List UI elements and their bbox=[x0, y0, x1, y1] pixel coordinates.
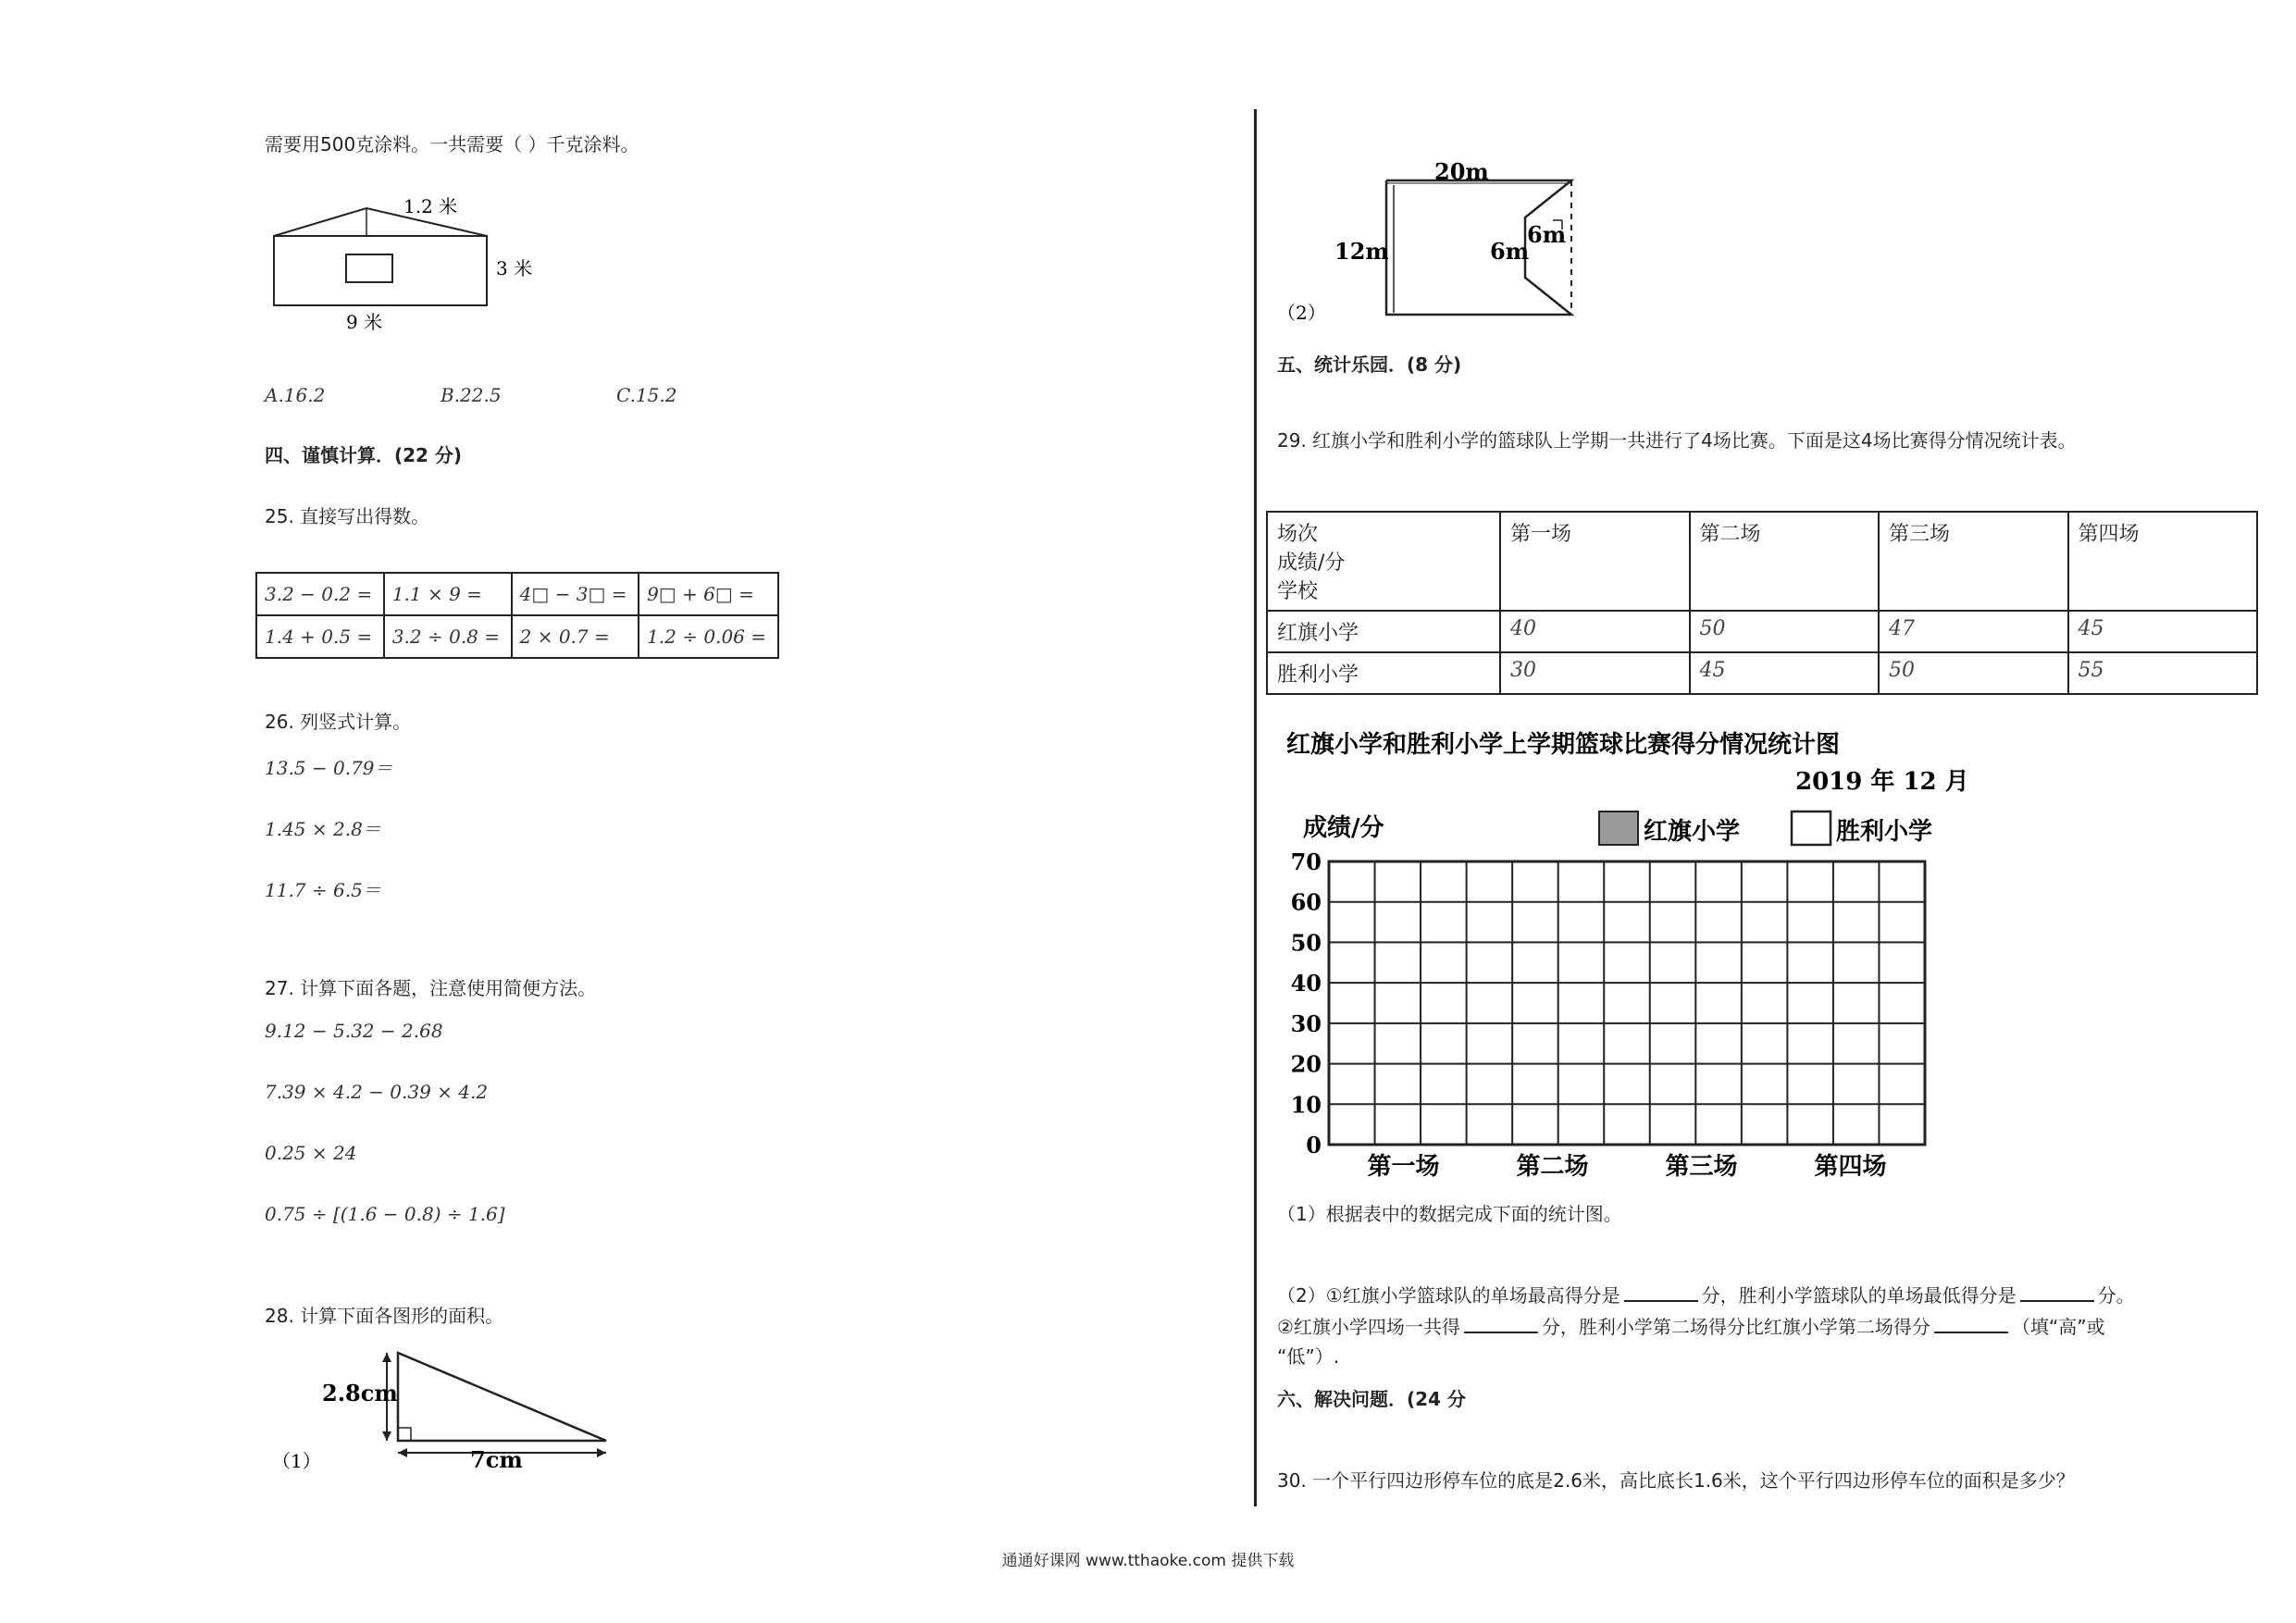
legend-label-shengli: 胜利小学 bbox=[1836, 818, 1933, 846]
table-cell: 50 bbox=[1690, 611, 1880, 652]
table-row bbox=[1267, 611, 2257, 652]
table-header-cell: 第四场 bbox=[2068, 512, 2258, 611]
figure-2-label: （2） bbox=[1277, 302, 1326, 324]
chart-title: 红旗小学和胜利小学上学期篮球比赛得分情况统计图 bbox=[1286, 731, 1841, 759]
page-footer: 通通好课网 www.tthaoke.com 提供下载 bbox=[1001, 1552, 1295, 1570]
table-cell: 4□ − 3□ = bbox=[512, 573, 639, 615]
q29-part2-line3: “低”）. bbox=[1277, 1345, 1340, 1368]
chart-subtitle: 2019 年 12 月 bbox=[1795, 768, 1969, 796]
table-cell: 50 bbox=[1879, 652, 2068, 694]
table-cell: 55 bbox=[2068, 652, 2258, 694]
x-category-label: 第二场 bbox=[1516, 1153, 1589, 1180]
table-cell: 40 bbox=[1500, 611, 1690, 652]
choice-c: C.15.2 bbox=[616, 384, 677, 406]
table-header-cell: 第二场 bbox=[1690, 512, 1880, 611]
table-cell: 胜利小学 bbox=[1267, 652, 1500, 694]
table-row bbox=[1267, 512, 2257, 611]
triangle-height-label: 2.8cm bbox=[322, 1380, 398, 1406]
q29-part2-line2: ②红旗小学四场一共得 分，胜利小学第二场得分比红旗小学第二场得分 （填“高”或 bbox=[1277, 1316, 2105, 1338]
table-row bbox=[256, 615, 778, 658]
q27-item: 0.75 ÷ [(1.6 − 0.8) ÷ 1.6] bbox=[265, 1203, 505, 1225]
trapezoid-top-label: 20m bbox=[1434, 158, 1489, 185]
q30-prompt: 30. 一个平行四边形停车位的底是2.6米，高比底长1.6米，这个平行四边形停车位的面积是多少？ bbox=[1277, 1469, 2075, 1492]
section-5-heading: 五、统计乐园．(8 分) bbox=[1277, 353, 1462, 376]
trapezoid-mid-label-1: 6m bbox=[1490, 238, 1530, 265]
table-cell: 3.2 − 0.2 = bbox=[256, 573, 384, 615]
y-tick-label: 0 bbox=[1306, 1132, 1322, 1158]
table-cell: 1.1 × 9 = bbox=[384, 573, 512, 615]
section-4-heading: 四、谨慎计算．(22 分) bbox=[265, 444, 463, 466]
legend-swatch-shengli bbox=[1792, 812, 1831, 845]
q26-item: 1.45 × 2.8＝ bbox=[265, 818, 381, 840]
table-cell: 9□ + 6□ = bbox=[639, 573, 778, 615]
q26-item: 11.7 ÷ 6.5＝ bbox=[265, 879, 381, 901]
column-divider bbox=[1254, 109, 1257, 1506]
table-header-cell: 第三场 bbox=[1879, 512, 2068, 611]
x-category-label: 第一场 bbox=[1367, 1153, 1440, 1180]
choice-a: A.16.2 bbox=[265, 384, 326, 406]
table-header-cell: 第一场 bbox=[1500, 512, 1690, 611]
blank-answer[interactable] bbox=[2020, 1283, 2094, 1302]
y-tick-label: 20 bbox=[1290, 1050, 1322, 1078]
table-cell: 45 bbox=[1690, 652, 1880, 694]
trapezoid-figure bbox=[1275, 157, 1608, 333]
y-tick-label: 40 bbox=[1290, 970, 1322, 997]
table-cell: 45 bbox=[2068, 611, 2258, 652]
section-6-heading: 六、解决问题．(24 分 bbox=[1277, 1388, 1466, 1410]
q28-prompt: 28. 计算下面各图形的面积。 bbox=[265, 1305, 504, 1327]
table-cell: 3.2 ÷ 0.8 = bbox=[384, 615, 512, 658]
chart-ylabel: 成绩/分 bbox=[1303, 814, 1384, 842]
house-base-label: 9 米 bbox=[346, 311, 383, 333]
table-cell: 1.2 ÷ 0.06 = bbox=[639, 615, 778, 658]
y-tick-label: 10 bbox=[1290, 1091, 1322, 1119]
y-tick-label: 30 bbox=[1290, 1010, 1322, 1037]
q26-prompt: 26. 列竖式计算。 bbox=[265, 711, 412, 733]
table-cell: 47 bbox=[1879, 611, 2068, 652]
y-tick-label: 50 bbox=[1290, 929, 1322, 957]
triangle-figure bbox=[268, 1344, 620, 1473]
house-figure bbox=[265, 190, 533, 338]
table-row bbox=[1267, 652, 2257, 694]
table-cell: 红旗小学 bbox=[1267, 611, 1500, 652]
q25-table bbox=[255, 572, 779, 659]
trapezoid-mid-label-2: 6m bbox=[1527, 221, 1567, 248]
table-row bbox=[256, 573, 778, 615]
score-table bbox=[1266, 511, 2258, 695]
triangle-base-label: 7cm bbox=[470, 1446, 523, 1473]
table-corner-cell: 场次 成绩/分 学校 bbox=[1267, 512, 1500, 611]
q27-prompt: 27. 计算下面各题，注意使用简便方法。 bbox=[265, 977, 597, 999]
q24-tail: 需要用500克涂料。一共需要（ ）千克涂料。 bbox=[265, 133, 639, 155]
choice-b: B.22.5 bbox=[441, 384, 502, 406]
y-tick-label: 60 bbox=[1290, 888, 1322, 916]
house-roof-label: 1.2 米 bbox=[403, 195, 458, 217]
q29-part2-line1: （2）①红旗小学篮球队的单场最高得分是 分，胜利小学篮球队的单场最低得分是 分。 bbox=[1277, 1284, 2135, 1307]
q26-item: 13.5 − 0.79＝ bbox=[265, 757, 393, 779]
figure-1-label: （1） bbox=[272, 1450, 321, 1472]
table-cell: 30 bbox=[1500, 652, 1690, 694]
trapezoid-left-label: 12m bbox=[1334, 238, 1389, 265]
q29-prompt: 29. 红旗小学和胜利小学的篮球队上学期一共进行了4场比赛。下面是这4场比赛得分情况统计表。 bbox=[1277, 429, 2077, 452]
table-cell: 1.4 + 0.5 = bbox=[256, 615, 384, 658]
q27-item: 7.39 × 4.2 − 0.39 × 4.2 bbox=[265, 1081, 489, 1103]
table-cell: 2 × 0.7 = bbox=[512, 615, 639, 658]
q27-item: 0.25 × 24 bbox=[265, 1142, 357, 1164]
score-chart bbox=[1277, 726, 1980, 1180]
house-height-label: 3 米 bbox=[496, 257, 533, 279]
blank-answer[interactable] bbox=[1624, 1283, 1698, 1302]
blank-answer[interactable] bbox=[1464, 1315, 1538, 1333]
blank-answer[interactable] bbox=[1934, 1315, 2008, 1333]
legend-swatch-hongqi bbox=[1599, 812, 1638, 845]
chart-frame bbox=[1329, 861, 1925, 1145]
x-category-label: 第三场 bbox=[1665, 1153, 1738, 1180]
q27-item: 9.12 − 5.32 − 2.68 bbox=[265, 1020, 443, 1042]
q29-part1: （1）根据表中的数据完成下面的统计图。 bbox=[1277, 1203, 1622, 1225]
x-category-label: 第四场 bbox=[1814, 1153, 1887, 1180]
q25-prompt: 25. 直接写出得数。 bbox=[265, 505, 430, 527]
y-tick-label: 70 bbox=[1290, 849, 1322, 875]
legend-label-hongqi: 红旗小学 bbox=[1644, 818, 1741, 846]
